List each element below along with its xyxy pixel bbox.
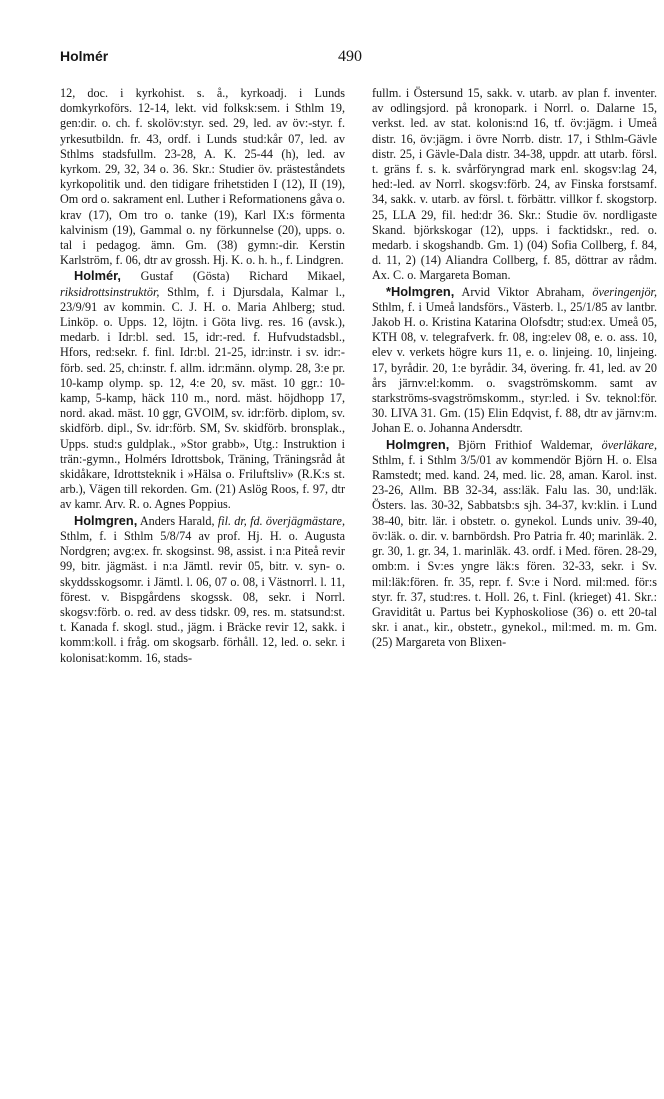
entry-continuation — [372, 86, 657, 284]
entry-text: Sthlm, f. i Sthlm 5/8/74 av prof. Hj. H. o. Augusta Nordgren; avg:ex. fr. skogsinst. 98, assist. i n:a Piteå revir 99, bitr. jägmäst. i n:a Jämtl. revir 05, bitr. v. syn- o. skyddsskogsomr. i Jämtl. l. 06, 07 o. 08, i Västnorrl. l. 11, förest. v. Bispgårdens skogssk. 08, sekr. i Norrl. skogsv:förb. o. red. av dess tidskr. 09, res. m. statsund:st. t. Kanada f. skogl. stud., jägm. i Bräcke revir 12, sakk. i komm:koll. i fråg. om skogsarb. förhåll. 12, led. o. sekr. i kolonisat:komm. 16, stads- — [60, 528, 345, 665]
entry-holmgren-arvid — [372, 284, 657, 437]
entry-headword: *Holmgren, — [386, 283, 455, 299]
entry-title: riksidrottsinstruktör, — [60, 284, 160, 299]
entry-title: överläkare, — [601, 437, 657, 452]
entry-name: Björn Frithiof Waldemar, — [449, 437, 602, 452]
entry-continuation — [60, 86, 345, 268]
entry-text: Sthlm, f. i Djursdala, Kalmar l., 23/9/91 av kommin. C. J. H. o. Maria Ahlberg; stud. Linköp. o. Upps. 12, löjtn. i Göta livg. res. 16 (avsk.), medarb. i Idr:bl. sed. 15, idr:-red. f. Hufvudstadsbl., Hfors, red:sekr. f. finl. Idr:bl. 21-25, idr:instr. i sv. idr:-förb. sed. 25, ch:instr. f. allm. idr:männ. olymp. 28, 3:e pr. 10-kamp olymp. sp. 12, 4:e 20, sv. mäst. 10 ggr.: 10-kamp, 5-kamp, häck 110 m., nord. mäst. höjdhopp 17, nord. akad. mäst. 10 ggr, GVOlM, sv. idr:förb. diplom, sv. skidförb. dipl., Sv. idr:förb. SM, Sv. skidförb. bronsplak., Upps. stud:s guldplak., »Stor grabb», Utg.: Instruktion i trän:-gymn., Holmérs Idrottsbok, Träning, Träningsråd åt skidåkare, Idrottsteknik i »Hälsa o. Friluftsliv» (R.K:s st. arb.), Vägen till rekorden. Gm. (21) Aslög Roos, f. 97, dtr av kamr. Arv. R. o. Agnes Poppius. — [60, 284, 345, 512]
entry-headword: Holmér, — [74, 268, 121, 284]
entry-holmgren-bjorn — [372, 437, 657, 651]
entry-text: Sthlm, f. i Umeå landsförs., Västerb. l., 25/1/85 av lantbr. Jakob H. o. Kristina Katarina Olofsdtr; stud:ex. Umeå 05, KTH 08, v. telegrafverk. fr. 08, ing:elev 08, e. o. ass. 10, elev v. verkets högre kurs 11, e. o. linjeing. 10, linjeing. 17, byrådir. 20, 1:e byrådir. 34, övering. fr. 41, led. av 20 års järnv:el:komm. o. svagströmskomm. samt av starkströms-svagströmskomm., styr:led. i Sv. teknol:för. 30. LIVA 31. Gm. (15) Elin Edqvist, f. 88, dtr av järnv:m. Johan E. o. Johanna Andersdtr. — [372, 299, 657, 436]
entry-headword: Holmgren, — [386, 436, 450, 452]
entry-name: Gustaf (Gösta) Richard Mikael, — [120, 269, 345, 284]
page-number: 490 — [338, 48, 362, 65]
entry-title: överingenjör, — [592, 284, 657, 299]
left-column — [60, 86, 345, 666]
right-column — [372, 86, 657, 651]
entry-name: Arvid Viktor Abraham, — [454, 284, 593, 299]
entry-text: 12, doc. i kyrkohist. s. å., kyrkoadj. i Lunds domkyrkoförs. 12-14, lekt. vid folksk:sem. i Sthlm 19, gen:dir. o. ch. f. skolöv:styr. sed. 29, led. av öv:-styr. f. yrkesutbildn. fr. 43, ordf. i Lunds stud:kår 07, led. av Sthlms stadsfullm. 23-28, A. K. 25-44 (h), led. av kyrkom. 29, 32, 34 o. 36. Skr.: Studier öv. prästeståndets kyrkopolitik und. den tidigare frihetstiden I (12), II (19), Om ord o. sakrament enl. Luther i Reformationens gåva o. krav (17), Om tro o. tanke (19), Karl IX:s förmenta kalvinism (19), Gammal o. ny förkunnelse (20), upps. o. tal i pedagog. ämn. Gm. (38) gymn:-dir. Kerstin Karlström, f. 06, dtr av grossh. Hj. K. o. h. h., f. Lindgren. — [60, 86, 345, 268]
page-header — [60, 48, 660, 70]
entry-text: Sthlm, f. i Sthlm 3/5/01 av kommendör Björn H. o. Elsa Ramstedt; med. kand. 24, med. lic. 28, aman. Karol. inst. 23-26, Allm. BB 32-34, ass:läk. Falu las. 30, und:läk. Östers. las. 30-32, Sabbatsb:s sjh. 34-37, kv:klin. i Lund 38-40, bitr. lär. i obstetr. o. gynekol. Lunds univ. 39-40, öv:läk. o. dir. v. barnbördsh. Pro Patria fr. 40; marinläk. 2. gr. 30, 1. gr. 34, 1. marinläk. 43. ordf. i Med. fören. 28-29, omb:m. i Sv:es yngre läk:s fören. 32-33, sekr. i Sv. mil:läk:fören. fr. 35, repr. f. Sv:e i Nord. mil:med. för:s styr. fr. 37, stud:res. t. Holl. 26, t. Finl. (krieget) 41. Skr.: Graviditât u. Partus bei Kyphoskoliose (36) o. ett 20-tal skr. i anat., kir., obstetr., gynekol., mil:med. m. m. Gm. (25) Margareta von Blixen- — [372, 452, 657, 650]
entry-title: fil. dr, fd. överjägmästare, — [217, 513, 345, 528]
entry-holmgren-anders — [60, 513, 345, 666]
entry-holmer-gosta — [60, 268, 345, 512]
entry-text: fullm. i Östersund 15, sakk. v. utarb. av plan f. inventer. av odlingsjord. på kronopark. i Norrl. o. Dalarne 15, verkst. led. av stat. kolonis:nd 16, tf. öv:jägm. i Umeå distr. 16, öv:jägm. i övre Norrb. distr. 17, i Sthlm-Gävle distr. 25, i Gävle-Dala distr. 34-38, uppdr. att utarb. försl. t. gräns f. s. k. svårföryngrad mark enl. skogsv:lag 24, hed:-led. av Norrl. skogsv:förb. 24, av Finska forstsamf. 34, sakk. v. utarb. av försl. t. förbättr. villkor f. skogstorp. 25, LLA 29, fil. hed:dr 36. Skr.: Studie öv. nordligaste Skand. björkskogar (12), upps. i facktidskr., red. o. medarb. i skogshandb. Gm. 1) (04) Sofia Collberg, f. 84, d. 11, 2) (14) Aliandra Collberg, f. 85, döttrar av rådm. Ax. C. o. Margareta Boman. — [372, 86, 657, 283]
running-head: Holmér — [60, 48, 109, 64]
entry-name: Anders Harald, — [137, 513, 218, 528]
entry-headword: Holmgren, — [74, 512, 138, 528]
